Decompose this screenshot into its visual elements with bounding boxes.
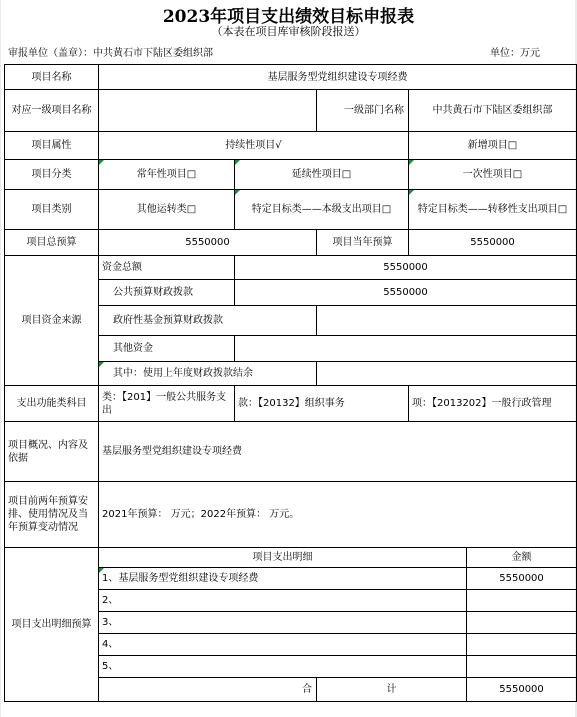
row-project-name bbox=[5, 65, 577, 90]
currency-unit: 单位：万元 bbox=[490, 48, 540, 59]
detail-amount[interactable]: 5550000 bbox=[467, 568, 577, 590]
project-name-value[interactable]: 基层服务型党组织建设专项经费 bbox=[99, 65, 577, 90]
row-project-attribute bbox=[5, 132, 577, 160]
detail-amount[interactable] bbox=[467, 634, 577, 656]
project-name-label: 项目名称 bbox=[5, 65, 99, 90]
total-budget-value[interactable]: 5550000 bbox=[99, 230, 317, 256]
function-class-value[interactable]: 类：【201】一般公共服务支出 bbox=[99, 386, 235, 422]
type-other[interactable]: 其他运转类□ bbox=[99, 190, 235, 230]
function-kuan-value[interactable]: 款：【20132】组织事务 bbox=[235, 386, 409, 422]
fund-other-label: 其他资金 bbox=[99, 336, 235, 362]
detail-amount[interactable] bbox=[467, 612, 577, 634]
reporting-unit: 审报单位（盖章）：中共黄石市下陆区委组织部 bbox=[8, 48, 213, 59]
detail-header: 项目支出明细 bbox=[99, 548, 467, 568]
row-overview bbox=[5, 422, 577, 482]
overview-label: 项目概况、内容及依据 bbox=[5, 422, 99, 482]
category-label: 项目分类 bbox=[5, 160, 99, 190]
attribute-label: 项目属性 bbox=[5, 132, 99, 160]
row-detail-header bbox=[5, 548, 577, 568]
category-regular[interactable]: 常年性项目□ bbox=[99, 160, 235, 190]
category-extended[interactable]: 延续性项目□ bbox=[235, 160, 409, 190]
fund-gov-label: 政府性基金预算财政拨款 bbox=[99, 306, 317, 336]
row-history bbox=[5, 482, 577, 548]
row-total-budget bbox=[5, 230, 577, 256]
form-subtitle: （本表在项目库审核阶段报送） bbox=[211, 25, 366, 38]
year-budget-label: 项目当年预算 bbox=[317, 230, 409, 256]
row-parent-project bbox=[5, 90, 577, 132]
dept-name-label: 一级部门名称 bbox=[317, 90, 409, 132]
detail-desc[interactable]: 1、基层服务型党组织建设专项经费 bbox=[99, 568, 467, 590]
attribute-new[interactable]: 新增项目□ bbox=[409, 132, 577, 160]
fund-prior-label: 其中：使用上年度财政拨款结余 bbox=[99, 362, 317, 386]
detail-budget-label: 项目支出明细预算 bbox=[5, 548, 99, 702]
fund-gov-value[interactable] bbox=[317, 306, 577, 336]
detail-amount[interactable] bbox=[467, 590, 577, 612]
fund-public-label: 公共预算财政拨款 bbox=[99, 280, 235, 306]
type-label: 项目类别 bbox=[5, 190, 99, 230]
attribute-continuing[interactable]: 持续性项目√ bbox=[99, 132, 409, 160]
type-target-transfer[interactable]: 特定目标类——转移性支出项目□ bbox=[409, 190, 577, 230]
type-target-same-level[interactable]: 特定目标类——本级支出项目□ bbox=[235, 190, 409, 230]
detail-desc[interactable]: 3、 bbox=[99, 612, 467, 634]
category-onetime[interactable]: 一次性项目□ bbox=[409, 160, 577, 190]
total-label-a: 合 bbox=[99, 678, 317, 702]
fund-total-label: 资金总额 bbox=[99, 256, 235, 280]
function-class-label: 支出功能类科目 bbox=[5, 386, 99, 422]
function-item-value[interactable]: 项：【2013202】一般行政管理 bbox=[409, 386, 577, 422]
history-value[interactable]: 2021年预算： 万元；2022年预算： 万元。 bbox=[99, 482, 577, 548]
total-budget-label: 项目总预算 bbox=[5, 230, 99, 256]
row-project-category bbox=[5, 160, 577, 190]
detail-amount[interactable] bbox=[467, 656, 577, 678]
total-label-b: 计 bbox=[317, 678, 467, 702]
year-budget-value[interactable]: 5550000 bbox=[409, 230, 577, 256]
fund-total-value[interactable]: 5550000 bbox=[235, 256, 577, 280]
parent-project-value[interactable] bbox=[99, 90, 317, 132]
amount-header: 金额 bbox=[467, 548, 577, 568]
dept-name-value[interactable]: 中共黄石市下陆区委组织部 bbox=[409, 90, 577, 132]
fund-prior-value[interactable] bbox=[317, 362, 577, 386]
overview-value[interactable]: 基层服务型党组织建设专项经费 bbox=[99, 422, 577, 482]
row-fund-total bbox=[5, 256, 577, 280]
detail-desc[interactable]: 2、 bbox=[99, 590, 467, 612]
parent-project-label: 对应一级项目名称 bbox=[5, 90, 99, 132]
funding-source-label: 项目资金来源 bbox=[5, 256, 99, 386]
detail-desc[interactable]: 4、 bbox=[99, 634, 467, 656]
form-title: 2023年项目支出绩效目标申报表 bbox=[162, 7, 415, 27]
row-function-class bbox=[5, 386, 577, 422]
detail-desc[interactable]: 5、 bbox=[99, 656, 467, 678]
total-value[interactable]: 5550000 bbox=[467, 678, 577, 702]
application-table bbox=[4, 64, 577, 702]
fund-public-value[interactable]: 5550000 bbox=[235, 280, 577, 306]
history-label: 项目前两年预算安排、使用情况及当年预算变动情况 bbox=[5, 482, 99, 548]
row-project-type bbox=[5, 190, 577, 230]
fund-other-value[interactable] bbox=[235, 336, 577, 362]
